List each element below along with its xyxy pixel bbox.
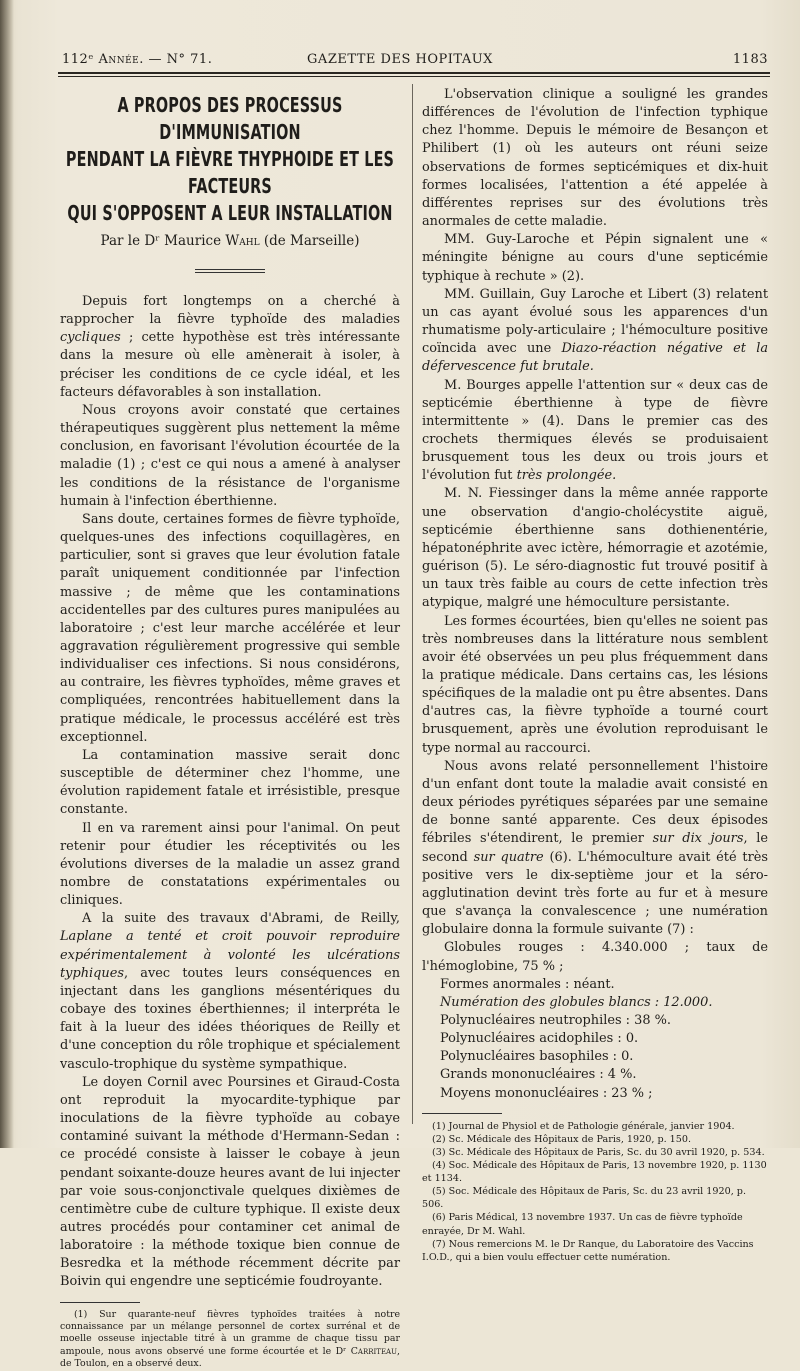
author-byline xyxy=(60,233,400,249)
reference: (5) Soc. Médicale des Hôpitaux de Paris, Sc. du 23 avril 1920, p. 506. xyxy=(422,1186,746,1211)
formula-line: Moyens mononucléaires : 23 % ; xyxy=(440,1085,653,1101)
byline-prefix: Par le Dʳ Maurice xyxy=(100,233,222,249)
title-divider xyxy=(195,269,265,273)
reference: (4) Soc. Médicale des Hôpitaux de Paris, 13 novembre 1920, p. 1130 et 1134. xyxy=(422,1160,767,1185)
reference: (7) Nous remercions M. le Dr Ranque, du Laboratoire des Vaccins I.O.D., qui a bien voulu effectuer cette numération. xyxy=(422,1238,754,1263)
title-line-3: QUI S'OPPOSENT A LEUR INSTALLATION xyxy=(67,201,393,225)
left-column xyxy=(60,86,400,1371)
paragraph: La contamination massive serait donc susceptible de déterminer chez l'homme, une évolution rapidement fatale et irrésistible, presque constante. xyxy=(60,747,400,818)
header-rule-thin xyxy=(58,76,770,77)
formula-line: Formes anormales : néant. xyxy=(440,976,615,992)
header-rule-thick xyxy=(58,72,770,74)
formula-line: Polynucléaires basophiles : 0. xyxy=(440,1049,634,1065)
formula-line: Polynucléaires acidophiles : 0. xyxy=(440,1031,639,1047)
paragraph: Le doyen Cornil avec Poursines et Giraud-Costa ont reproduit la myocardite-typhique par inoculations de la fièvre typhoïde au cobaye contaminé suivant la méthode d'Hermann-Sedan : ce procédé consiste à laisser le cobaye à jeun pendant soixante-douze heures avant de lui injecter par voie sous-conjonctivale quelques dixièmes de centimètre cube de culture typhique. Il existe deux autres procédés pour contaminer cet animal de laboratoire : la méthode toxique bien connue de Besredka et la méthode récemment décrite par Boivin qui engendre une septicémie foudroyante. xyxy=(60,1074,400,1290)
reference: (2) Sc. Médicale des Hôpitaux de Paris, 1920, p. 150. xyxy=(432,1133,692,1145)
formula-line: Grands mononucléaires : 4 %. xyxy=(440,1067,637,1083)
reference: (1) Journal de Physiol et de Pathologie générale, janvier 1904. xyxy=(432,1120,735,1132)
byline-suffix: (de Marseille) xyxy=(263,233,360,249)
paragraph: Depuis fort longtemps on a cherché à rapprocher la fièvre typhoïde des maladies cycliques ; cette hypothèse est très intéressante dans la mesure où elle amènerait à isoler, à préciser les conditions de ce cycle idéal, et les facteurs défavorables à son installation. xyxy=(60,294,400,400)
paragraph: L'observation clinique a souligné les grandes différences de l'évolution de l'infection typhique chez l'homme. Depuis le mémoire de Besançon et Philibert (1) où les auteurs ont réuni seize observations de formes septicémiques et dix-huit formes localisées, l'attention a été appelée à différentes reprises sur des évolutions très anormales de cette maladie. xyxy=(422,87,768,230)
reference: (3) Sc. Médicale des Hôpitaux de Paris, Sc. du 30 avril 1920, p. 534. xyxy=(432,1146,765,1158)
issue-number: 112ᵉ Année. — N° 71. xyxy=(62,52,213,67)
paragraph: Nous croyons avoir constaté que certaines thérapeutiques suggèrent plus nettement la même conclusion, en favorisant l'évolution écourtée de la maladie (1) ; c'est ce qui nous a amené à analyser les conditions de la résistance de l'organisme humain à l'infection éberthienne. xyxy=(60,402,400,509)
author-name: Wahl xyxy=(225,233,260,249)
paragraph: Nous avons relaté personnellement l'histoire d'un enfant dont toute la maladie avait consisté en deux périodes pyrétiques séparées par une semaine de bonne santé apparente. Ces deux épisodes fébriles s'étendirent, le premier sur dix jours, le second sur quatre (6). L'hémoculture avait été très positive vers le dix-septième jour et la séro-agglutination devint très forte au fur et à mesure que s'avança la convalescence ; une numération globulaire donna la formule suivante (7) : xyxy=(422,758,769,938)
paragraph: M. N. Fiessinger dans la même année rapporte une observation d'angio-cholécystite aiguë, septicémie éberthienne sans dothienentérie, hépatonéphrite avec ictère, hémorragie et azotémie, guérison (5). Le séro-diagnostic fut trouvé positif à un taux très faible au cours de cette infection très atypique, malgré une hémoculture persistante. xyxy=(422,486,768,611)
page-number: 1183 xyxy=(732,52,768,67)
paragraph: Globules rouges : 4.340.000 ; taux de l'hémoglobine, 75 % ; xyxy=(422,940,768,974)
paragraph: A la suite des travaux d'Abrami, de Reilly, Laplane a tenté et croit pouvoir reproduire expérimentalement à volonté les ulcérations typhiques, avec toutes leurs conséquences en injectant dans les ganglions mésentériques du cobaye des toxines éberthiennes; il interpréta le fait à la lueur des idées théoriques de Reilly et d'une conception du rôle trophique et spécialement vasculo-trophique du système sympathique. xyxy=(60,911,400,1072)
footnote: (1) Sur quarante-neuf fièvres typhoïdes traitées à notre connaissance par un mélange personnel de cortex surrénal et de moelle osseuse injectable titré à un gramme de chaque tissu par ampoule, nous avons observé une forme écourtée et le Dʳ Carriteau, de Toulon, en a observé deux. xyxy=(60,1308,400,1370)
paragraph: Sans doute, certaines formes de fièvre typhoïde, quelques-unes des infections coquillagères, en particulier, sont si graves que leur évolution fatale paraît uniquement conditionnée par l'infection massive ; de même que les contaminations accidentelles par des cultures pures manipulées au laboratoire ; c'est leur marche accélérée et leur aggravation régulièrement progressive qui semble individualiser ces infections. Si nous considérons, au contraire, les fièvres typhoïdes, même graves et compliquées, rencontrées habituellement dans la pratique médicale, le processus accéléré est très exceptionnel. xyxy=(60,511,400,745)
blood-count-formula xyxy=(422,976,768,1103)
footnote-rule xyxy=(422,1113,502,1114)
paragraph: M. Bourges appelle l'attention sur « deux cas de septicémie éberthienne à type de fièvre intermittente » (4). Dans le premier cas des crochets thermiques élevés se produisaient brusquement tous les deux ou trois jours et l'évolution fut très prolongée. xyxy=(422,377,768,484)
formula-line: Polynucléaires neutrophiles : 38 %. xyxy=(440,1012,671,1028)
page-spine-shadow xyxy=(0,0,14,1148)
paragraph: MM. Guillain, Guy Laroche et Libert (3) relatent un cas ayant évolué sous les apparences d'un rhumatisme poly-articulaire ; l'hémoculture positive coïncida avec une Diazo-réaction négative et la défervescence fut brutale. xyxy=(422,286,769,375)
paragraph: Il en va rarement ainsi pour l'animal. On peut retenir pour étudier les réceptivités ou les évolutions diverses de la maladie un assez grand nombre de constatations expérimentales ou cliniques. xyxy=(60,820,400,909)
right-column xyxy=(422,86,768,1264)
reference: (6) Paris Médical, 13 novembre 1937. Un cas de fièvre typhoïde enrayée, Dr M. Wahl. xyxy=(422,1212,743,1237)
references xyxy=(422,1120,768,1264)
paragraph: MM. Guy-Laroche et Pépin signalent une « méningite bénigne au cours d'une septicémie typhique à rechute » (2). xyxy=(422,232,768,284)
column-separator xyxy=(412,84,413,1124)
title-line-2: PENDANT LA FIÈVRE THYPHOIDE ET LES FACTEURS xyxy=(65,147,395,198)
footnote-rule xyxy=(60,1302,140,1303)
journal-title: GAZETTE DES HOPITAUX xyxy=(307,52,493,67)
paragraph: Les formes écourtées, bien qu'elles ne soient pas très nombreuses dans la littérature nous semblent avoir été observées un peu plus fréquemment dans la pratique médicale. Dans certains cas, les lésions spécifiques de la maladie ont pu être absentes. Dans d'autres cas, la fièvre typhoïde a tourné court brusquement, après une évolution reproduisant le type normal au raccourci. xyxy=(422,613,768,756)
title-line-1: A PROPOS DES PROCESSUS D'IMMUNISATION xyxy=(117,93,343,144)
formula-line: Numération des globules blancs : 12.000. xyxy=(440,994,713,1010)
article-title xyxy=(64,92,395,227)
